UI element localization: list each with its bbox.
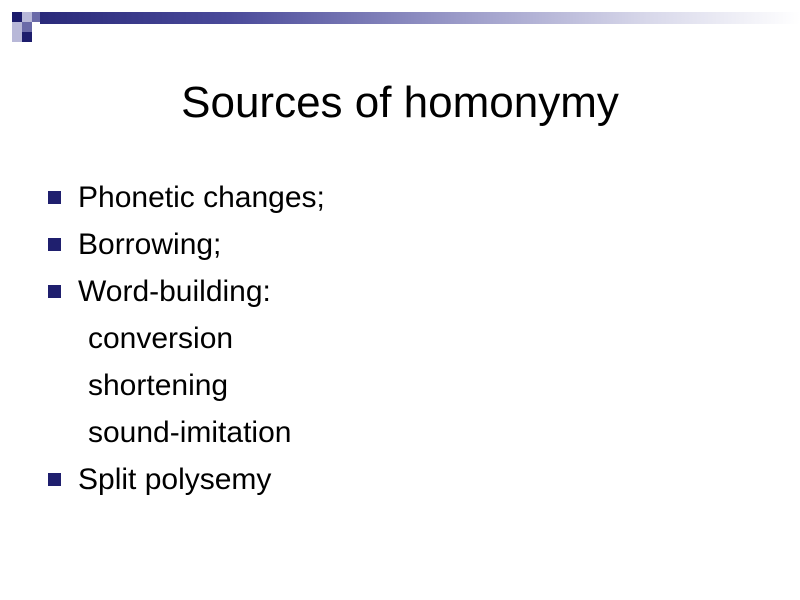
square-bullet-icon [48,285,61,298]
decor-square-icon [12,22,22,32]
decor-square-icon [12,12,22,22]
sub-item-text: conversion [88,322,234,355]
square-bullet-icon [48,191,61,204]
bullet-text: Split polysemy [78,463,272,496]
header-decoration [0,0,800,50]
decor-square-icon [12,32,22,42]
decor-square-icon [22,32,32,42]
bullet-text: Phonetic changes; [78,181,325,214]
header-gradient-bar [40,12,800,24]
slide-title: Sources of homonymy [181,78,619,127]
decor-square-icon [22,12,32,22]
sub-item-text: sound-imitation [88,416,292,449]
bullet-text: Word-building: [78,275,271,308]
bullet-text: Borrowing; [78,228,222,261]
decor-square-icon [22,22,32,32]
square-bullet-icon [48,473,61,486]
square-bullet-icon [48,238,61,251]
sub-item-text: shortening [88,369,229,402]
